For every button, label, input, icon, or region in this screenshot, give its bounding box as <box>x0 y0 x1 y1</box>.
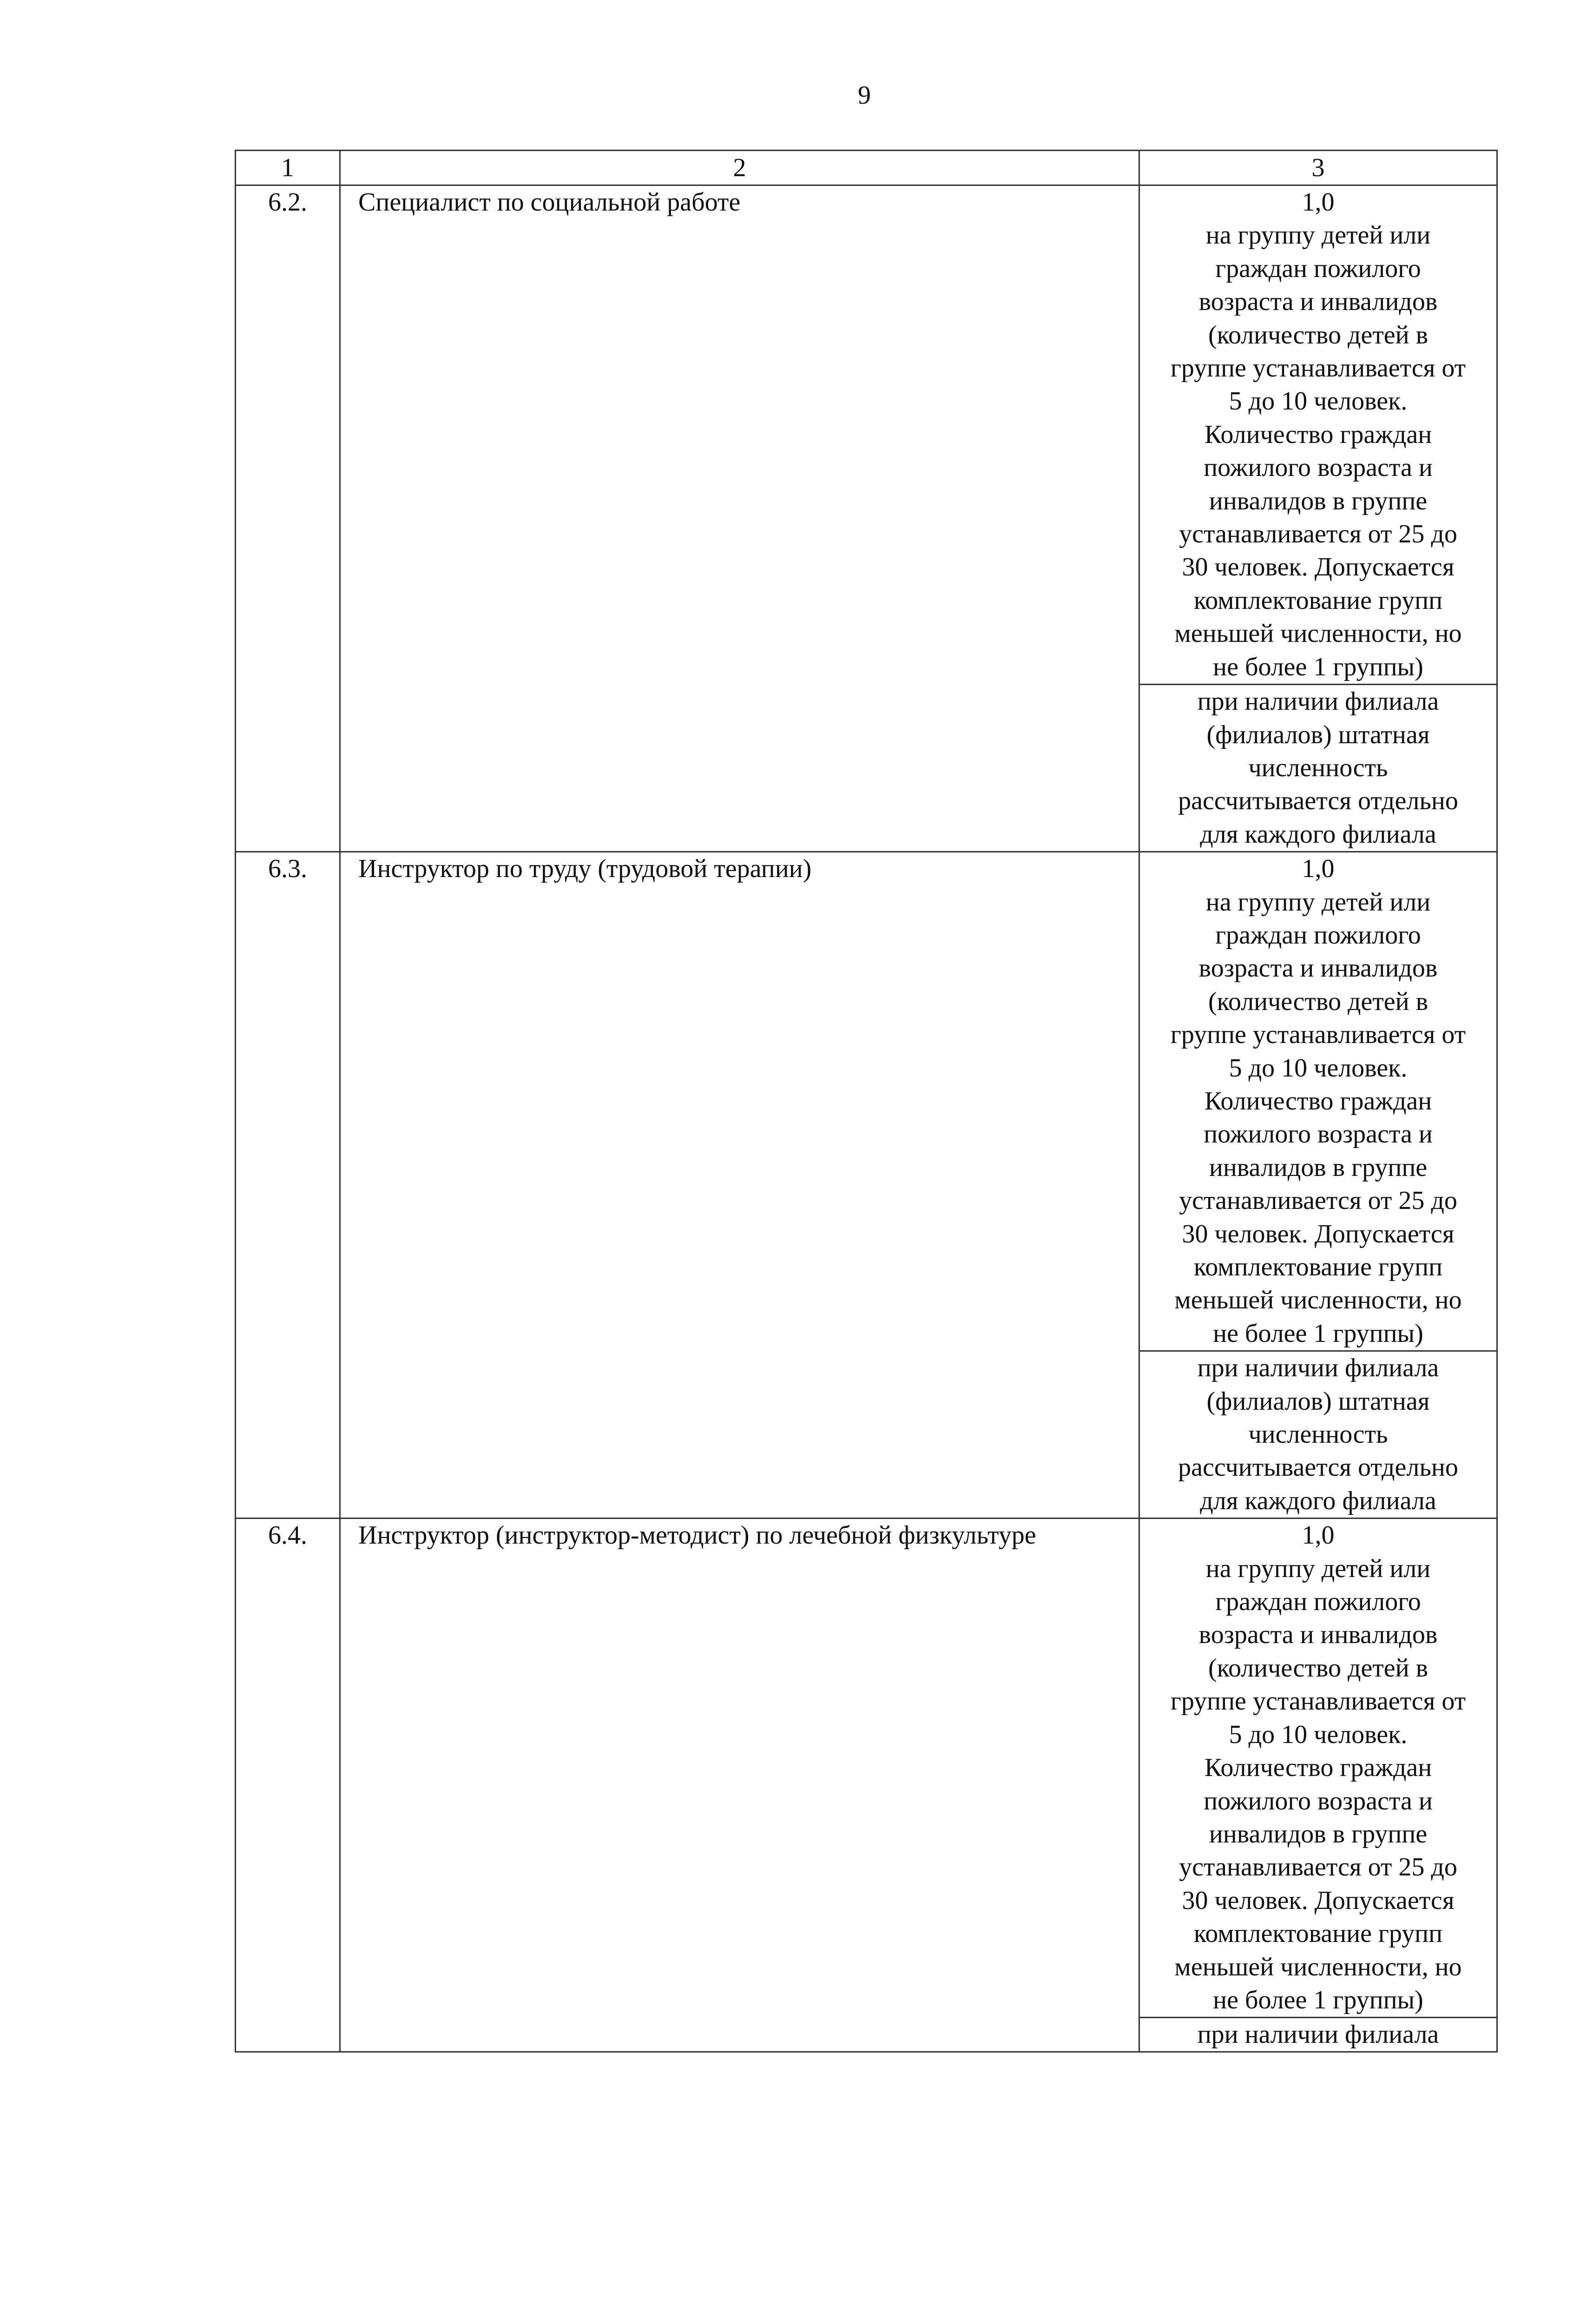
staffing-norm <box>1140 1519 1496 2017</box>
header-cell-1: 1 <box>236 151 340 185</box>
norm-line: на группу детей или <box>1205 221 1431 250</box>
table-row <box>236 185 1497 852</box>
position-name: Инструктор по труду (трудовой терапии) <box>340 852 1139 1519</box>
staffing-norm-cell <box>1139 1519 1497 2052</box>
norm-line: комплектование групп <box>1193 586 1443 615</box>
norm-line: 5 до 10 человек. <box>1229 1720 1408 1749</box>
position-name: Инструктор (инструктор-методист) по лечебной физкультуре <box>340 1519 1139 2052</box>
branch-note-line: при наличии филиала <box>1197 1353 1439 1383</box>
staffing-norm-cell <box>1139 185 1497 852</box>
branch-note-line: для каждого филиала <box>1200 1486 1436 1515</box>
staffing-norm <box>1140 186 1496 684</box>
norm-line: 30 человек. Допускается <box>1182 1886 1455 1915</box>
staffing-norm <box>1140 852 1496 1350</box>
branch-note-line: (филиалов) штатная <box>1206 720 1430 749</box>
norm-line: инвалидов в группе <box>1209 1819 1428 1849</box>
branch-note-line: при наличии филиала <box>1197 687 1439 716</box>
norm-line: Количество граждан <box>1204 1086 1432 1116</box>
norm-line: (количество детей в <box>1208 320 1429 350</box>
branch-note-line: численность <box>1248 753 1388 782</box>
branch-note-line: для каждого филиала <box>1200 819 1436 849</box>
norm-line: Количество граждан <box>1204 1753 1432 1783</box>
norm-line: не более 1 группы) <box>1213 652 1423 681</box>
table-row <box>236 852 1497 1519</box>
norm-line: меньшей численности, но <box>1174 1286 1462 1315</box>
norm-line: 30 человек. Допускается <box>1182 553 1455 582</box>
branch-note-line: рассчитывается отдельно <box>1178 786 1458 816</box>
row-number: 6.2. <box>236 185 340 852</box>
norm-line: устанавливается от 25 до <box>1179 1186 1457 1215</box>
table-header-row <box>236 151 1497 185</box>
norm-line: пожилого возраста и <box>1204 1786 1433 1816</box>
norm-line: Количество граждан <box>1204 420 1432 449</box>
norm-line: устанавливается от 25 до <box>1179 520 1457 549</box>
norm-line: группе устанавливается от <box>1170 1687 1466 1716</box>
norm-line: устанавливается от 25 до <box>1179 1853 1457 1882</box>
norm-line: 5 до 10 человек. <box>1229 387 1408 416</box>
staffing-norm-cell <box>1139 852 1497 1519</box>
norm-line: (количество детей в <box>1208 987 1429 1016</box>
branch-note-line: при наличии филиала <box>1197 2020 1439 2049</box>
position-name: Специалист по социальной работе <box>340 185 1139 852</box>
header-cell-2: 2 <box>340 151 1139 185</box>
norm-line: на группу детей или <box>1205 1554 1431 1583</box>
norm-line: 1,0 <box>1302 854 1335 884</box>
norm-line: граждан пожилого <box>1215 920 1421 950</box>
norm-line: 30 человек. Допускается <box>1182 1219 1455 1248</box>
row-number: 6.3. <box>236 852 340 1519</box>
norm-line: граждан пожилого <box>1215 254 1421 283</box>
norm-line: не более 1 группы) <box>1213 1319 1423 1348</box>
norm-line: группе устанавливается от <box>1170 1020 1466 1050</box>
norm-line: комплектование групп <box>1193 1253 1443 1281</box>
header-cell-3: 3 <box>1139 151 1497 185</box>
norm-line: возраста и инвалидов <box>1198 1620 1438 1650</box>
norm-line: граждан пожилого <box>1215 1587 1421 1617</box>
branch-note <box>1140 1350 1496 1518</box>
norm-line: на группу детей или <box>1205 887 1431 917</box>
norm-line: 1,0 <box>1302 1521 1335 1550</box>
norm-line: инвалидов в группе <box>1209 1153 1428 1182</box>
branch-note-line: численность <box>1248 1420 1388 1449</box>
branch-note <box>1140 2017 1496 2051</box>
norm-line: группе устанавливается от <box>1170 354 1466 383</box>
branch-note <box>1140 684 1496 851</box>
norm-line: пожилого возраста и <box>1204 453 1433 482</box>
page-number: 9 <box>858 81 871 110</box>
norm-line: пожилого возраста и <box>1204 1120 1433 1149</box>
table-row <box>236 1519 1497 2052</box>
norm-line: возраста и инвалидов <box>1198 287 1438 317</box>
branch-note-line: (филиалов) штатная <box>1206 1386 1430 1416</box>
branch-note-line: рассчитывается отдельно <box>1178 1453 1458 1482</box>
norm-line: возраста и инвалидов <box>1198 954 1438 983</box>
norm-line: меньшей численности, но <box>1174 1952 1462 1981</box>
norm-line: не более 1 группы) <box>1213 1985 1423 2014</box>
staffing-table <box>235 150 1498 2053</box>
norm-line: 1,0 <box>1302 188 1335 217</box>
norm-line: 5 до 10 человек. <box>1229 1053 1408 1083</box>
row-number: 6.4. <box>236 1519 340 2052</box>
norm-line: инвалидов в группе <box>1209 486 1428 515</box>
norm-line: комплектование групп <box>1193 1919 1443 1948</box>
norm-line: (количество детей в <box>1208 1653 1429 1683</box>
norm-line: меньшей численности, но <box>1174 619 1462 648</box>
